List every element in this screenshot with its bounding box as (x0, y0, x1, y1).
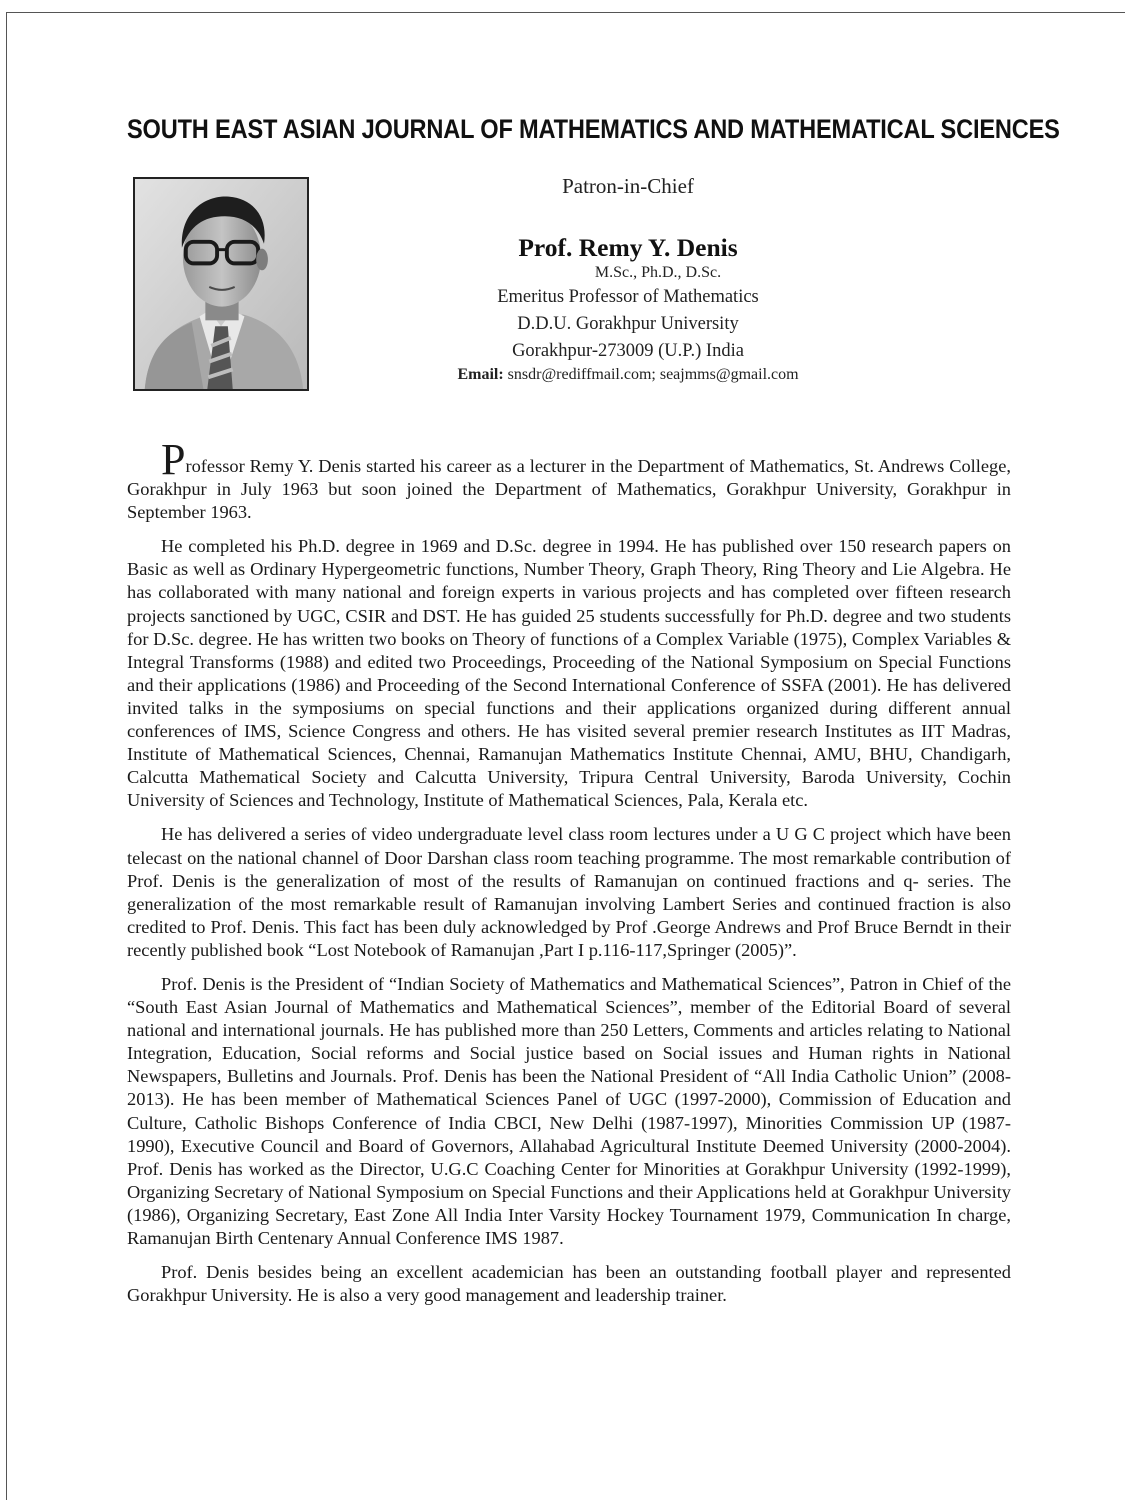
email-line (390, 366, 866, 384)
paragraph-3: He has delivered a series of video undergraduate level class room lectures under a U G C project which have been telecast on the national channel of Door Darshan class room teaching programme. The most remarkable contribution of Prof. Denis is the generalization of most of the results of Ramanujan on continued fractions and q- series. The generalization of the most remarkable result of Ramanujan involving Lambert Series and continued fraction is also credited to Prof. Denis. This fact has been duly acknowledged by Prof .George Andrews and Prof Bruce Berndt in their recently published book “Lost Notebook of Ramanujan ,Part I p.116-117,Springer (2005)”. (127, 824, 1011, 960)
person-name: Prof. Remy Y. Denis (518, 233, 738, 262)
paragraph-4: Prof. Denis is the President of “Indian Society of Mathematics and Mathematical Sciences”, Patron in Chief of the “South East Asian Journal of Mathematics and Mathematical Sciences”, member of the Editorial Board of several national and international journals. He has published more than 250 Letters, Comments and articles relating to National Integration, Education, Social reforms and Social justice based on Social issues and Human rights in National Newspapers, Bulletins and Journals. Prof. Denis has been the National President of “All India Catholic Union” (2008-2013). He has been member of Mathematical Sciences Panel of UGC (1997-2000), Commission of Education and Culture, Catholic Bishops Conference of India CBCI, New Delhi (1987-1997), Minorities Commission UP (1987-1990), Executive Council and Board of Governors, Allahabad Agricultural Institute Deemed University (2000-2004). Prof. Denis has worked as the Director, U.G.C Coaching Center for Minorities at Gorakhpur University (1992-1999), Organizing Secretary of National Symposium on Special Functions and their Applications held at Gorakhpur University (1986), Organizing Secretary, East Zone All India Inter Varsity Hockey Tournament 1979, Communication In charge, Ramanujan Birth Centenary Annual Conference IMS 1987. (127, 973, 1011, 1248)
drop-cap: P (161, 435, 186, 484)
biography (127, 435, 1011, 1318)
email-addresses: snsdr@rediffmail.com; seajmms@gmail.com (503, 366, 799, 383)
paragraph-5: Prof. Denis besides being an excellent academician has been an outstanding football player and represented Gorakhpur University. He is also a very good management and leadership trainer. (127, 1262, 1011, 1306)
page-border-top (6, 12, 1125, 13)
email-label: Email: (457, 366, 504, 383)
paragraph-1-text: rofessor Remy Y. Denis started his career as a lecturer in the Department of Mathematics, St. Andrews College, Gorakhpur in July 1963 but soon joined the Department of Mathematics, Gorakhpur University, Gorakhpur in September 1963. (127, 456, 1011, 523)
page-border-left (6, 12, 7, 1500)
profile-block (390, 174, 866, 384)
role-label: Patron-in-Chief (562, 174, 694, 198)
portrait-photo (133, 177, 309, 391)
paragraph-2: He completed his Ph.D. degree in 1969 and D.Sc. degree in 1994. He has published over 150 research papers on Basic as well as Ordinary Hypergeometric functions, Number Theory, Graph Theory, Ring Theory and Lie Algebra. He has collaborated with many national and foreign experts in various projects and has completed over fifteen research projects sanctioned by UGC, CSIR and DST. He has guided 25 students successfully for Ph.D. degree and two students for D.Sc. degree. He has written two books on Theory of functions of a Complex Variable (1975), Complex Variables & Integral Transforms (1988) and edited two Proceedings, Proceeding of the National Symposium on Special Functions and their applications (1986) and Proceeding of the Second International Conference of SSFA (2001). He has delivered invited talks in the symposiums on special functions and their applications organized during different annual conferences of IMS, Science Congress and others. He has visited several premier research Institutes as IIT Madras, Institute of Mathematical Sciences, Chennai, Ramanujan Mathematics Institute Chennai, AMU, BHU, Chandigarh, Calcutta Mathematical Society and Calcutta University, Tripura Central University, Baroda University, Cochin University of Sciences and Technology, Institute of Mathematical Sciences, Pala, Kerala etc. (127, 536, 1011, 811)
degrees: M.Sc., Ph.D., D.Sc. (594, 264, 722, 281)
portrait-illustration (135, 179, 307, 389)
university: D.D.U. Gorakhpur University (517, 314, 739, 334)
address: Gorakhpur-273009 (U.P.) India (512, 341, 744, 361)
journal-title: SOUTH EAST ASIAN JOURNAL OF MATHEMATICS AND MATHEMATICAL SCIENCES (127, 114, 1060, 144)
position: Emeritus Professor of Mathematics (497, 287, 759, 307)
paragraph-1 (127, 435, 1011, 524)
